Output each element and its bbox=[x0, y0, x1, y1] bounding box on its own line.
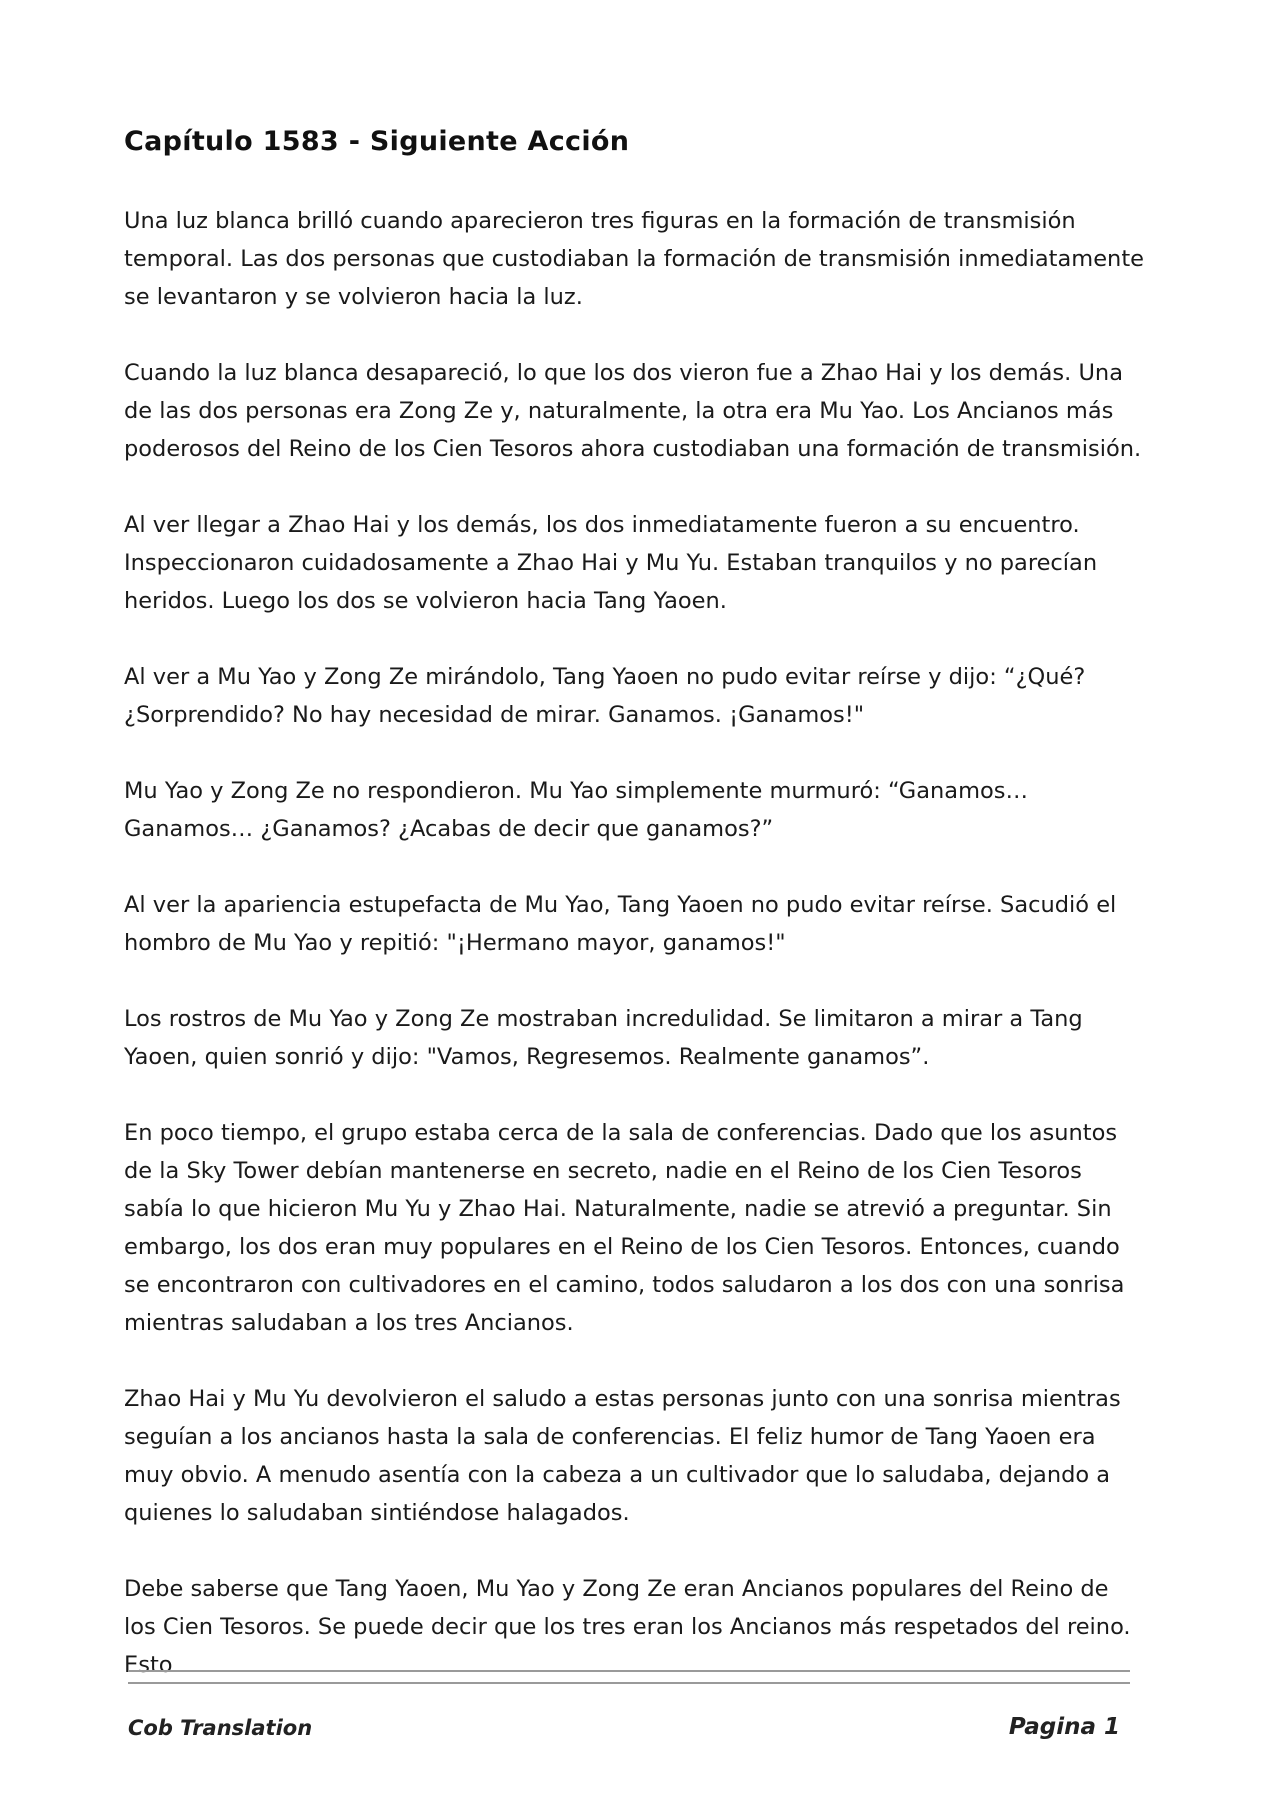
paragraph: Una luz blanca brilló cuando aparecieron tres figuras en la formación de transmisión temporal. Las dos personas que custodiaban la formación de transmisión inmediatamente se levantaron y se volvieron hacia la luz. bbox=[124, 208, 1144, 310]
paragraph: Al ver llegar a Zhao Hai y los demás, los dos inmediatamente fueron a su encuentro. Inspeccionaron cuidadosamente a Zhao Hai y Mu Yu. Estaban tranquilos y no parecían heridos. Luego los dos se volvieron hacia Tang Yaoen. bbox=[124, 512, 1098, 614]
paragraph: Cuando la luz blanca desapareció, lo que los dos vieron fue a Zhao Hai y los demás. Una de las dos personas era Zong Ze y, naturalmente, la otra era Mu Yao. Los Ancianos más poderosos del Reino de los Cien Tesoros ahora custodiaban una formación de transmisión. bbox=[124, 360, 1142, 462]
paragraph: En poco tiempo, el grupo estaba cerca de la sala de conferencias. Dado que los asuntos de la Sky Tower debían mantenerse en secreto, nadie en el Reino de los Cien Tesoros sabía lo que hicieron Mu Yu y Zhao Hai. Naturalmente, nadie se atrevió a preguntar. Sin embargo, los dos eran muy populares en el Reino de los Cien Tesoros. Entonces, cuando se encontraron con cultivadores en el camino, todos saludaron a los dos con una sonrisa mientras saludaban a los tres Ancianos. bbox=[124, 1120, 1125, 1336]
footer-page-number: Pagina 1 bbox=[1008, 1714, 1120, 1740]
chapter-body bbox=[124, 202, 1144, 1722]
footer-divider bbox=[128, 1670, 1130, 1672]
paragraph: Mu Yao y Zong Ze no respondieron. Mu Yao simplemente murmuró: “Ganamos… Ganamos… ¿Ganamos? ¿Acabas de decir que ganamos?” bbox=[124, 778, 1028, 842]
footer-divider bbox=[128, 1682, 1130, 1684]
paragraph: Debe saberse que Tang Yaoen, Mu Yao y Zong Ze eran Ancianos populares del Reino de los Cien Tesoros. Se puede decir que los tres eran los Ancianos más respetados del reino. Esto bbox=[124, 1576, 1131, 1678]
chapter-title: Capítulo 1583 - Siguiente Acción bbox=[124, 126, 630, 157]
paragraph: Al ver la apariencia estupefacta de Mu Yao, Tang Yaoen no pudo evitar reírse. Sacudió el hombro de Mu Yao y repitió: "¡Hermano mayor, ganamos!" bbox=[124, 892, 1117, 956]
paragraph: Al ver a Mu Yao y Zong Ze mirándolo, Tang Yaoen no pudo evitar reírse y dijo: “¿Qué? ¿Sorprendido? No hay necesidad de mirar. Ganamos. ¡Ganamos!" bbox=[124, 664, 1086, 728]
paragraph: Zhao Hai y Mu Yu devolvieron el saludo a estas personas junto con una sonrisa mientras seguían a los ancianos hasta la sala de conferencias. El feliz humor de Tang Yaoen era muy obvio. A menudo asentía con la cabeza a un cultivador que lo saludaba, dejando a quienes lo saludaban sintiéndose halagados. bbox=[124, 1386, 1121, 1526]
paragraph: Los rostros de Mu Yao y Zong Ze mostraban incredulidad. Se limitaron a mirar a Tang Yaoen, quien sonrió y dijo: "Vamos, Regresemos. Realmente ganamos”. bbox=[124, 1006, 1083, 1070]
footer-translator: Cob Translation bbox=[128, 1716, 313, 1740]
